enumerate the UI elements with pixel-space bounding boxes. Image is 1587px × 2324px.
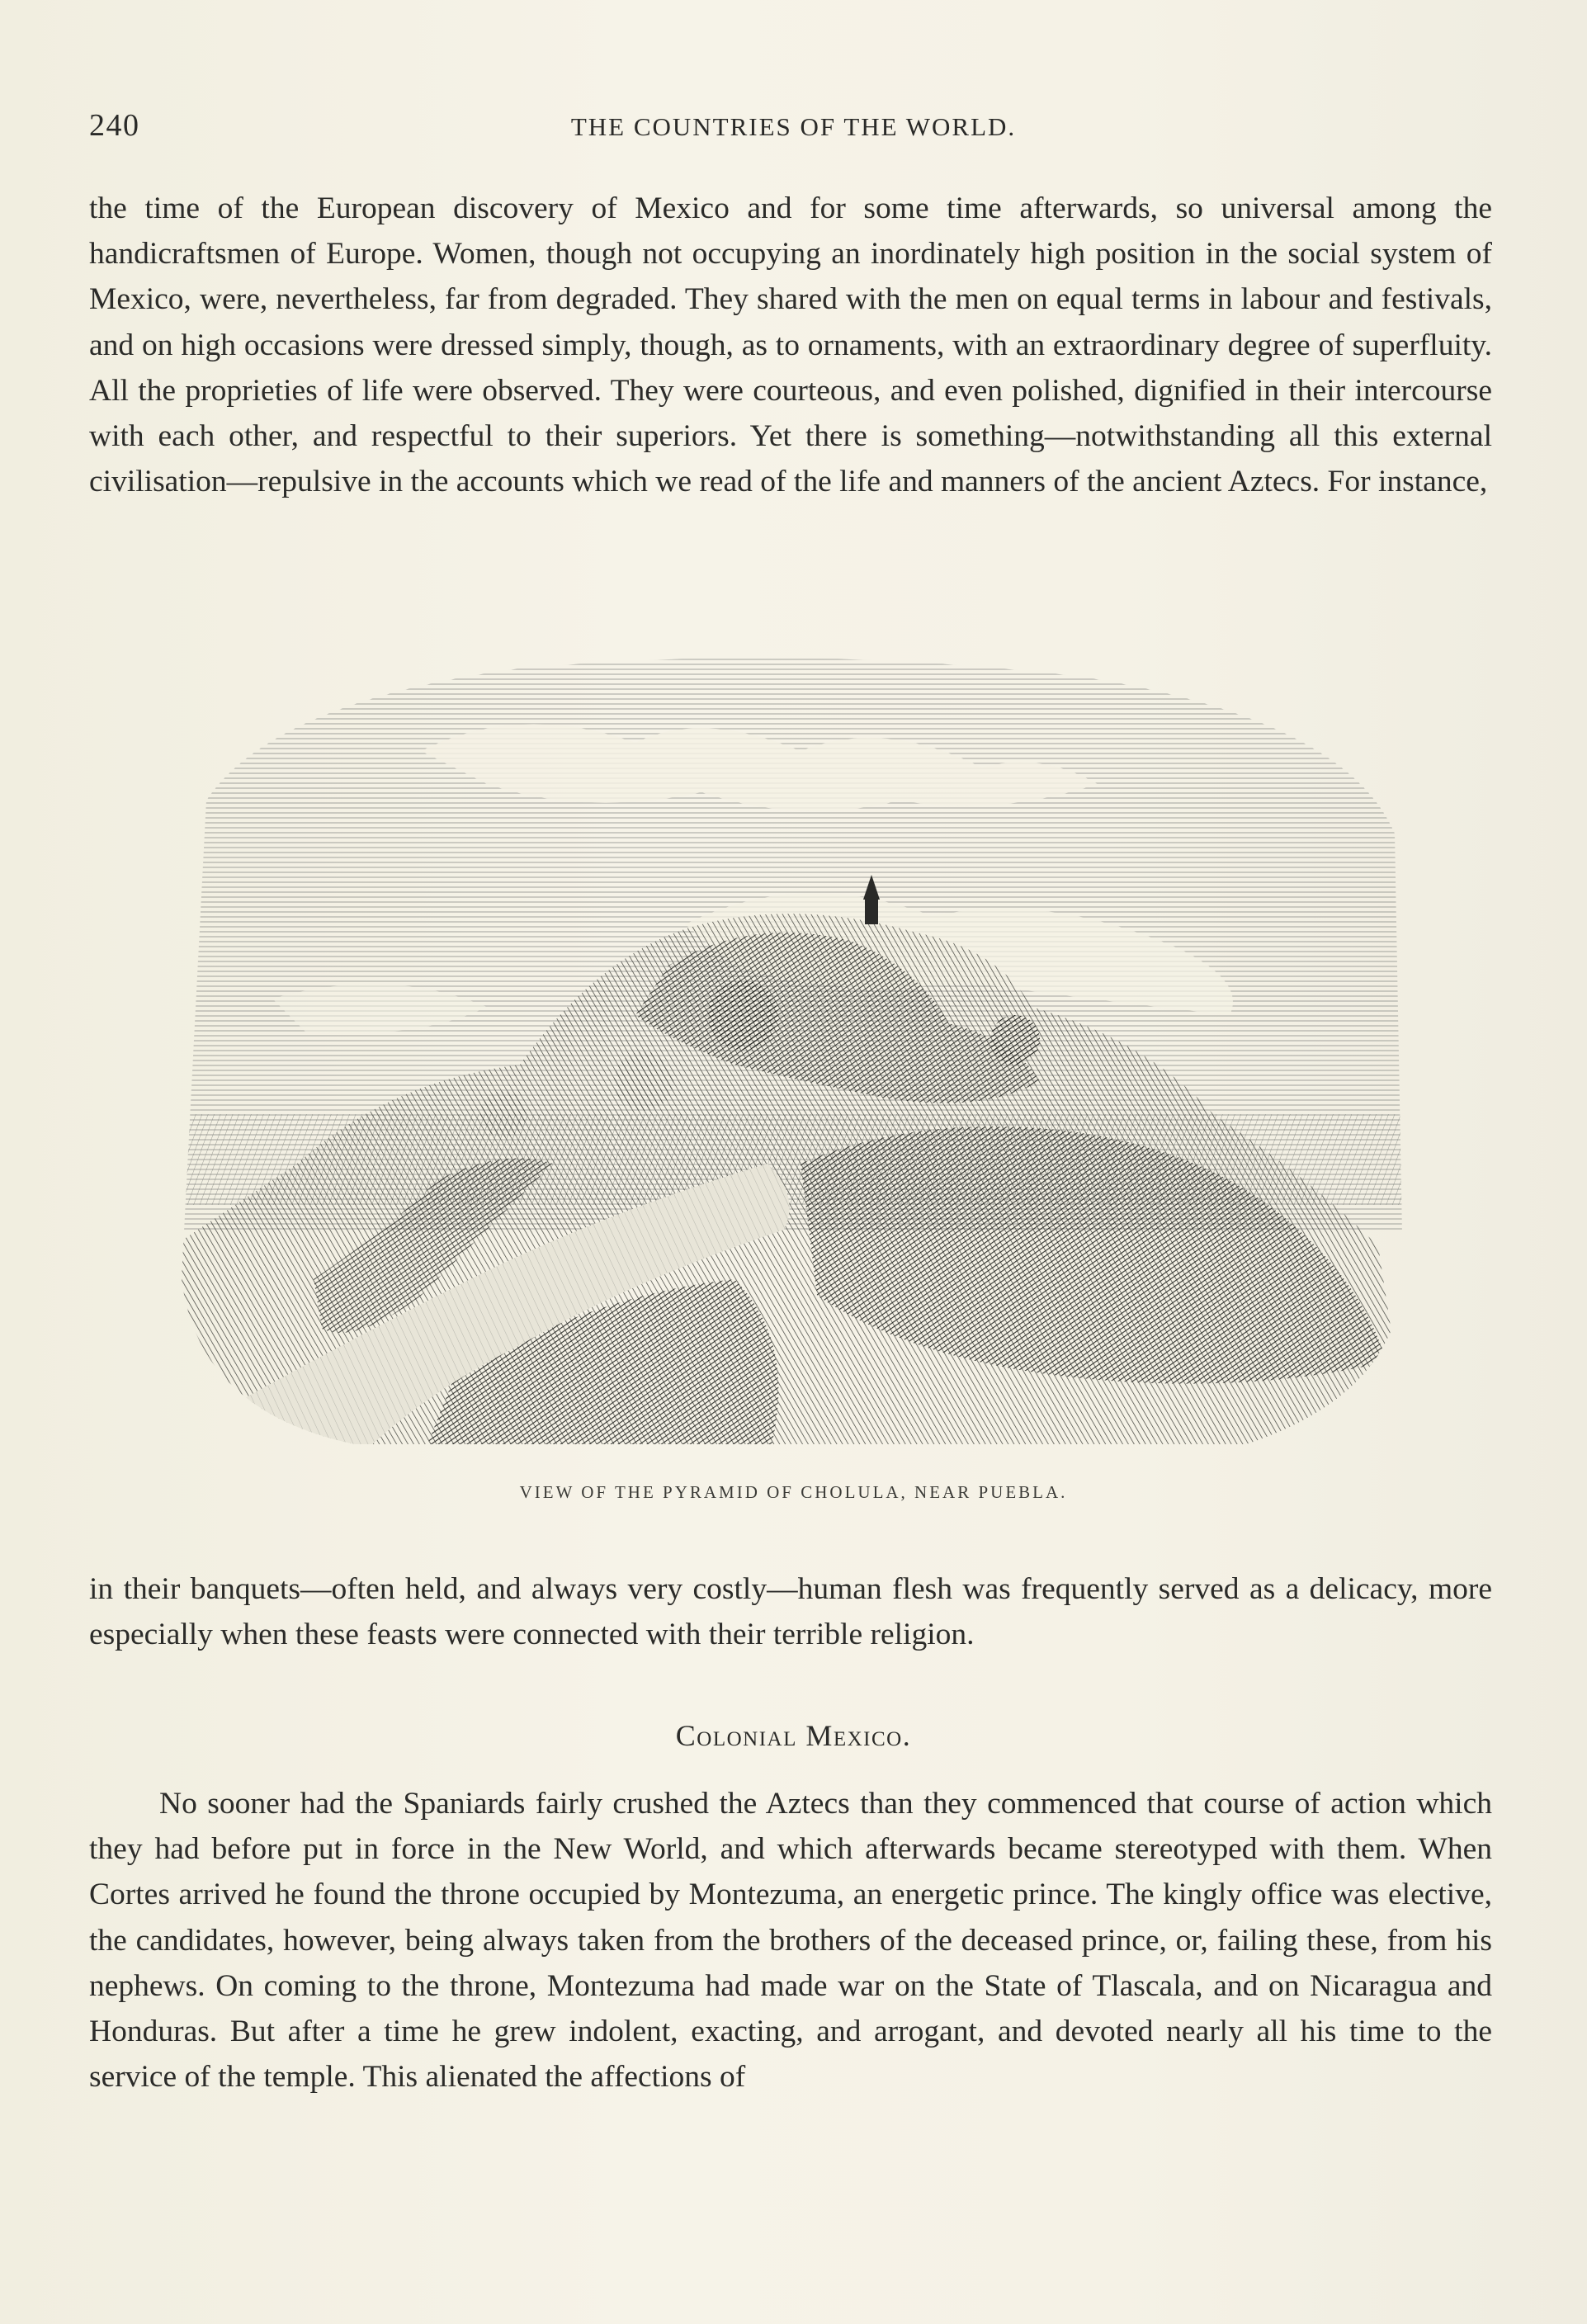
paragraph-colonial: No sooner had the Spaniards fairly crushed the Aztecs than they commenced that course of action which they had before put in force in the New World, and which afterwards became stereotyped with them. When Cortes arrived he found the throne occupied by Montezuma, an energetic prince. The kingly office was elective, the candidates, however, being always taken from the brothers of the deceased prince, or, failing these, from his nephews. On coming to the throne, Montezuma had made war on the State of Tlascala, and on Nicaragua and Honduras. But after a time he grew indolent, exacting, and arrogant, and devoted nearly all his time to the service of the temple. This alienated the affections of (89, 1787, 1492, 2095)
figure-caption: VIEW OF THE PYRAMID OF CHOLULA, NEAR PUEBLA. (519, 1482, 1068, 1502)
section-heading: Colonial Mexico. (675, 1719, 912, 1752)
pyramid-of-cholula-engraving (173, 652, 1419, 1461)
paragraph-intro: the time of the European discovery of Mexico and for some time afterwards, so universal among the handicraftsmen of Europe. Women, though not occupying an inordinately high position in the social system of Mexico, were, nevertheless, far from degraded. They shared with the men on equal terms in labour and festivals, and on high occasions were dressed simply, though, as to ornaments, with an extraordinary degree of superfluity. All the proprieties of life were observed. They were courteous, and even polished, dignified in their intercourse with each other, and respectful to their superiors. Yet there is something—notwithstanding all this external civilisation—repulsive in the accounts which we read of the life and manners of the ancient Aztecs. For instance, (89, 191, 1492, 499)
running-title: THE COUNTRIES OF THE WORLD. (570, 112, 1017, 141)
page-number: 240 (89, 108, 140, 143)
paragraph-continuation: in their banquets—often held, and always very costly—human flesh was frequently served as a delicacy, more especially when these feasts were connected with their terrible religion. (89, 1572, 1492, 1652)
running-head (89, 107, 1498, 149)
